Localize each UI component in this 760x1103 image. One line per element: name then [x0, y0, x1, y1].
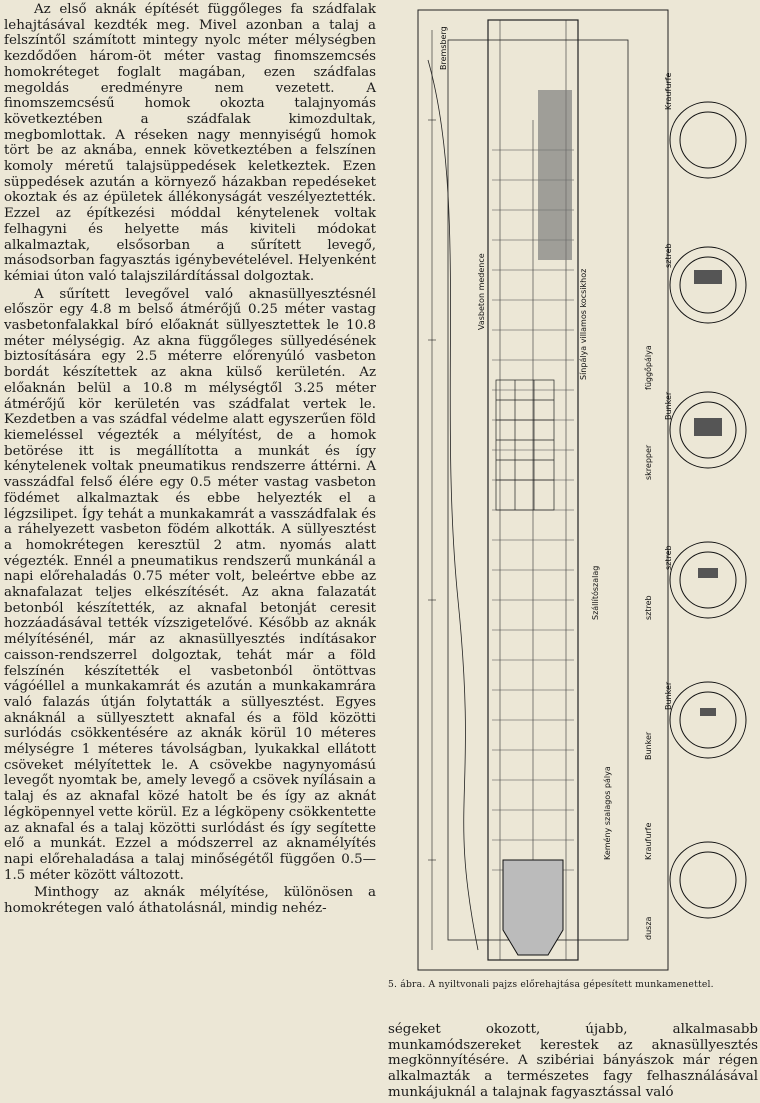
label-section-2: sztreb [664, 243, 673, 268]
label-vertical-3: Szállítószalag [591, 565, 600, 620]
label-section-5: Bunker [664, 681, 673, 710]
label-bremsberg: Bremsberg [439, 26, 448, 70]
left-text-column [4, 2, 376, 917]
label-side-6: dusza [644, 916, 653, 940]
label-side-5: Kraufurfe [644, 822, 653, 860]
label-side-2: skrepper [644, 444, 653, 480]
label-section-1: Kraufurfe [664, 72, 673, 110]
figure-column [388, 0, 758, 978]
paragraph-1: Az első aknák építését függőleges fa szádfalak lehajtásával kezdték meg. Mivel azonban a talaj a felszíntől számított mintegy nyolc méter mélységben kezdődően három-öt méter vastag finomszemcsés homokréteget foglalt magában, ezen szádfalas megoldás eredményre nem vezetett. A finomszemcsésű homok okozta talajnyomás következtében a szádfalak kimozdultak, megbomlottak. A réseken nagy mennyiségű homok tört be az aknába, ennek következtében a felszínen komoly méretű talajsüppedések keletkeztek. Ezen süppedések azután a környező házakban repedéseket okoztak és az épületek állékonyságát veszélyeztették. Ezzel az építkezési móddal kénytelenek voltak felhagyni és helyette más kiviteli módokat alkalmaztak, elsősorban a sűrített levegő, másodsorban fagyasztás igénybevételével. Helyenként kémiai úton való talajszilárdítással dolgoztak. [4, 2, 376, 284]
label-section-4: sztreb [664, 545, 673, 570]
right-paragraph: ségeket okozott, újabb, alkalmasabb munkamódszereket kerestek az aknasüllyesztés megkönnyítésére. A szibériai bányászok már régen alkalmazták a természetes fagy felhasználásával munkájuknál a talajnak fagyasztással való [388, 1022, 758, 1100]
label-side-1: függőpálya [644, 345, 653, 390]
figure-caption: 5. ábra. A nyiltvonali pajzs előrehajtása gépesített munkamenettel. [388, 979, 714, 990]
label-vertical-2: Sínpálya villamos kocsikhoz [579, 268, 588, 380]
label-vertical-4: Kemény szalagos pálya [603, 766, 612, 860]
label-side-3: sztreb [644, 595, 653, 620]
label-section-3: Bunker [664, 391, 673, 420]
label-side-4: Bunker [644, 731, 653, 760]
label-vertical-1: Vasbeton medence [477, 253, 486, 330]
tunnel-shield-drawing [388, 0, 758, 978]
paragraph-2: A sűrített levegővel való aknasüllyesztésnél először egy 4.8 m belső átmérőjű 0.25 méter vastag vasbetonfalakkal bíró előaknát süllyesztettek le 10.8 méter mélységig. Az akna függőleges süllyedésének biztosítására egy 2.5 méterre előrenyúló vasbeton bordát készítettek az akna külső kerületén. Az előaknán belül a 10.8 m mélységtől 3.25 méter átmérőjű kör kerületén vas szádfalat vertek le. Kezdetben a vas szádfal védelme alatt egyszerűen föld kiemeléssel végezték a mélyítést, de a homok betörése itt is megállította a munkát és így kénytelenek voltak pneumatikus rendszerre áttérni. A vasszádfal felső élére egy 0.5 méter vastag vasbeton födémet alkalmaztak és ebbe helyezték el a légzsilipet. Így tehát a munkakamrát a vasszádfalak és a ráhelyezett vasbeton födém alkották. A süllyesztést a homokrétegen keresztül 2 atm. nyomás alatt végezték. Ennél a pneumatikus rendszerű munkánál a napi előrehaladás 0.75 méter volt, beleértve ebbe az aknafalazat teljes elkészítését. Az akna falazatát betonból készítették, az aknafal betonját ceresit hozzáadásával tették vízszigetelővé. Később az aknák mélyítésénél, már az aknasüllyesztés indításakor caisson-rendszerrel dolgoztak, tehát már a föld felszínén készítették el vasbetonból öntöttvas vágóéllel a munkakamrát és azután a munkakamrára való falazás útján folytatták a süllyesztést. Egyes aknáknál a süllyesztett aknafal és a föld közötti surlódás csökkentésére az aknák körül 10 méteres mélységre 1 méteres távolságban, lyukakkal ellátott csöveket mélyítettek le. A csövekbe nagynyomású levegőt nyomtak be, amely levegő a csövek nyílásain a talaj és az aknafal közé hatolt be és így az aknát légköpennyel vette körül. Ez a légköpeny csökkentette az aknafal és a talaj közötti surlódást és így segítette elő a munkát. Ezzel a módszerrel az aknamélyítés napi előrehaladása a talaj minőségétől függően 0.5—1.5 méter között változott. [4, 286, 376, 883]
right-text-column [388, 1022, 758, 1101]
paragraph-3: Minthogy az aknák mélyítése, különösen a homokrétegen való áthatolásnál, mindig nehéz- [4, 885, 376, 917]
